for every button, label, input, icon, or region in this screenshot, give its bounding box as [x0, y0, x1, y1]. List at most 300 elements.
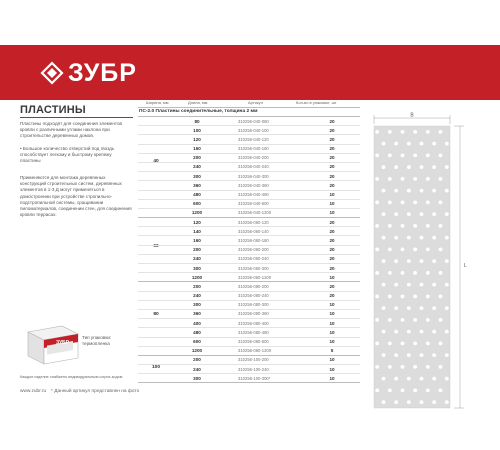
header-length: Длина, мм [188, 100, 208, 105]
group-width: 40 [153, 159, 159, 165]
cell-length: 200 [193, 155, 201, 161]
header-qty: Кол-во в упаковке, шт [296, 100, 337, 105]
group-width: 80 [153, 312, 159, 318]
plate-hole [426, 341, 430, 345]
table-row [138, 208, 360, 217]
cell-article: 310256-040-300 [238, 173, 269, 179]
cell-length: 240 [193, 293, 201, 299]
cell-qty: 10 [329, 311, 335, 317]
plate-hole [432, 212, 436, 216]
group-rows [138, 282, 360, 355]
plate-hole [375, 153, 379, 157]
plate-hole [413, 318, 417, 322]
cell-article: 310256-080-360 [238, 311, 269, 317]
table-row [138, 245, 360, 254]
plate-hole [388, 200, 392, 204]
table-group [138, 218, 360, 282]
cell-qty: 10 [329, 302, 335, 308]
plate-hole [388, 365, 392, 369]
plate-hole [375, 294, 379, 298]
cell-article: 310256-040-1200 [238, 210, 272, 216]
cell-length: 1200 [191, 348, 203, 354]
plate-hole [382, 283, 386, 287]
table-group [138, 356, 360, 384]
plate-hole [445, 330, 449, 334]
plate-hole [407, 212, 411, 216]
cell-qty: 20 [329, 228, 335, 234]
plate-hole [420, 283, 424, 287]
plate-hole [439, 153, 443, 157]
plate-hole [394, 165, 398, 169]
plate-hole [382, 212, 386, 216]
plate-hole [388, 294, 392, 298]
table-group [138, 117, 360, 218]
cell-qty: 20 [329, 247, 335, 253]
plate-hole [432, 283, 436, 287]
table-row [138, 162, 360, 171]
cell-qty: 10 [329, 339, 335, 344]
cell-article: 310256-040-360 [238, 182, 269, 188]
plate-hole [439, 130, 443, 134]
plate-hole [413, 294, 417, 298]
plate-hole [388, 224, 392, 228]
cell-article: 310256-060-140 [238, 228, 269, 234]
group-rows [138, 356, 360, 383]
cell-article: 310256-040-100 [238, 127, 269, 133]
cell-length: 200 [193, 357, 201, 363]
plate-hole [432, 353, 436, 357]
cell-qty: 20 [329, 173, 335, 179]
table-row [138, 272, 360, 281]
table-row [138, 125, 360, 134]
plate-hole [394, 212, 398, 216]
table-row [138, 235, 360, 244]
plate-hole [420, 400, 424, 404]
table-body [138, 117, 360, 383]
plate-hole [413, 388, 417, 392]
plate-hole [407, 165, 411, 169]
plate-hole [394, 283, 398, 287]
cell-qty: 10 [329, 357, 335, 363]
plate-hole [445, 353, 449, 357]
plate-hole [445, 283, 449, 287]
package-box-brand: ЗУБР [56, 340, 69, 346]
cell-qty: 10 [329, 375, 335, 381]
table-row [138, 199, 360, 208]
plate-hole [394, 236, 398, 240]
plate-hole [375, 130, 379, 134]
plate-hole [445, 165, 449, 169]
table-row [138, 263, 360, 272]
cell-qty: 20 [329, 127, 335, 133]
cell-qty: 10 [329, 329, 335, 335]
cell-article: 310256-040-480 [238, 192, 269, 197]
cell-length: 300 [193, 173, 201, 179]
plate-body [374, 126, 450, 408]
table-row [138, 282, 360, 290]
plate-hole [394, 353, 398, 357]
plate-hole [375, 200, 379, 204]
table-row [138, 218, 360, 226]
cell-length: 240 [193, 164, 201, 170]
cell-qty: 20 [329, 237, 335, 243]
cell-qty: 10 [329, 201, 335, 207]
plate-hole [420, 236, 424, 240]
table-row [138, 337, 360, 346]
plate-hole [439, 177, 443, 181]
plate-hole [394, 306, 398, 310]
cell-article: 310256-040-200 [238, 155, 269, 161]
table-group [138, 282, 360, 356]
plate-hole [426, 318, 430, 322]
cell-qty: 20 [329, 164, 335, 170]
plate-drawing [360, 112, 480, 422]
plate-hole [445, 212, 449, 216]
cell-qty: 20 [329, 256, 335, 262]
plate-hole [375, 271, 379, 275]
cell-article: 310256-100-200 [238, 357, 269, 363]
cell-article: 310256-060-1200 [238, 274, 272, 280]
brand-logo [40, 60, 137, 86]
cell-qty: 10 [329, 320, 335, 326]
cell-article: 310256-040-600 [238, 201, 269, 207]
plate-hole [445, 400, 449, 404]
plate-hole [401, 388, 405, 392]
cell-length: 80 [194, 118, 200, 124]
plate-hole [420, 165, 424, 169]
cell-article: 310256-060-120 [238, 219, 269, 225]
plate-hole [426, 177, 430, 181]
table-row [138, 364, 360, 373]
cell-qty: 20 [329, 155, 335, 161]
cell-length: 100 [193, 127, 201, 133]
plate-hole [375, 341, 379, 345]
plate-hole [426, 247, 430, 251]
plate-hole [432, 189, 436, 193]
group-width: 100 [151, 365, 160, 371]
plate-hole [375, 247, 379, 251]
cell-article: 310256-100-300* [238, 375, 271, 381]
plate-hole [413, 271, 417, 275]
cell-length: 140 [193, 228, 201, 234]
description-usage [20, 175, 132, 218]
description-usage-text: Применяются для монтажа деревянных конструкций строительных систем, деревянных элементов в 1-3 Д могут применяться в домостроении при устройстве стропильно-подстропильной системы, сращивании пиломатериалов, соединении стен, для соединения кровли террасах. [20, 175, 132, 218]
table-row [138, 254, 360, 263]
plate-hole [432, 236, 436, 240]
description-bullet-text: • Большое количество отверстий под гвоздь способствует легкому и быстрому крепежу пластины [20, 146, 115, 164]
cell-length: 600 [193, 339, 201, 344]
plate-hole [413, 200, 417, 204]
plate-hole [394, 142, 398, 146]
cell-qty: 20 [329, 283, 335, 289]
plate-hole [382, 259, 386, 263]
table-row [138, 226, 360, 235]
cell-article: 310256-040-080 [238, 118, 269, 124]
plate-hole [407, 189, 411, 193]
cell-article: 310256-080-300 [238, 302, 269, 308]
cell-article: 310256-080-600 [238, 339, 269, 344]
plate-hole [407, 236, 411, 240]
cell-length: 360 [193, 311, 201, 317]
plate-hole [407, 142, 411, 146]
cell-article: 310256-040-120 [238, 136, 269, 142]
width-dimension-label: B [410, 112, 414, 119]
plate-hole [432, 377, 436, 381]
plate-hole [382, 306, 386, 310]
plate-hole [432, 259, 436, 263]
plate-hole [382, 142, 386, 146]
plate-hole [407, 353, 411, 357]
table-row [138, 300, 360, 309]
cell-length: 160 [193, 146, 201, 152]
footer-note: * Данный артикул представлен на фото [51, 389, 140, 394]
plate-hole [439, 365, 443, 369]
cell-length: 120 [193, 219, 201, 225]
plate-hole [401, 177, 405, 181]
plate-hole [388, 177, 392, 181]
plate-hole [382, 236, 386, 240]
plate-hole [382, 189, 386, 193]
plate-hole [439, 318, 443, 322]
table-row [138, 356, 360, 364]
plate-hole [420, 142, 424, 146]
cell-article: 310256-060-300 [238, 265, 269, 271]
plate-hole [426, 294, 430, 298]
plate-hole [420, 377, 424, 381]
plate-hole [439, 271, 443, 275]
cell-article: 310256-040-160 [238, 146, 269, 152]
plate-hole [439, 294, 443, 298]
plate-hole [382, 330, 386, 334]
title-divider [20, 117, 133, 118]
plate-hole [375, 224, 379, 228]
plate-hole [420, 259, 424, 263]
cell-length: 600 [193, 201, 201, 207]
plate-hole [439, 388, 443, 392]
header-article: Артикул [248, 100, 263, 105]
plate-hole [388, 271, 392, 275]
plate-hole [420, 330, 424, 334]
table-subtitle: ПС-2.0 Пластины соединительные, толщина 2 мм [138, 108, 360, 117]
plate-hole [407, 400, 411, 404]
plate-hole [375, 318, 379, 322]
description-bullet [20, 146, 132, 165]
cell-article: 310256-040-240 [238, 164, 269, 170]
plate-hole [432, 306, 436, 310]
table-row [138, 318, 360, 327]
plate-hole [432, 165, 436, 169]
table-row [138, 373, 360, 382]
cell-qty: 10 [329, 192, 335, 197]
plate-hole [413, 177, 417, 181]
table-row [138, 190, 360, 199]
plate-hole [394, 330, 398, 334]
cell-length: 1200 [191, 210, 203, 216]
table-row [138, 291, 360, 300]
plate-hole [388, 318, 392, 322]
plate-hole [407, 306, 411, 310]
table-header [138, 97, 360, 108]
cell-length: 160 [193, 237, 201, 243]
plate-hole [407, 259, 411, 263]
table-row [138, 180, 360, 189]
plate-hole [394, 189, 398, 193]
header-width: Ширина, мм [146, 100, 169, 105]
plate-hole [426, 388, 430, 392]
cell-length: 300 [193, 302, 201, 308]
plate-hole [426, 130, 430, 134]
plate-hole [426, 365, 430, 369]
plate-hole [432, 330, 436, 334]
cell-length: 480 [193, 329, 201, 335]
plate-hole [401, 247, 405, 251]
plate-hole [401, 224, 405, 228]
cell-qty: 10 [329, 210, 335, 216]
length-dimension-label: L [464, 263, 467, 269]
plate-hole [401, 341, 405, 345]
cell-length: 240 [193, 366, 201, 372]
plate-hole [445, 259, 449, 263]
plate-hole [445, 306, 449, 310]
plate-hole [420, 306, 424, 310]
cell-qty: 20 [329, 182, 335, 188]
cell-length: 480 [193, 192, 201, 197]
plate-hole [426, 224, 430, 228]
cell-length: 200 [193, 247, 201, 253]
plate-hole [413, 247, 417, 251]
table-row [138, 309, 360, 318]
plate-hole [420, 189, 424, 193]
cell-article: 310256-080-240 [238, 293, 269, 299]
plate-hole [439, 341, 443, 345]
cell-qty: 20 [329, 265, 335, 271]
plate-hole [445, 377, 449, 381]
plate-hole [401, 153, 405, 157]
plate-hole [413, 341, 417, 345]
plate-hole [439, 247, 443, 251]
plate-hole [420, 353, 424, 357]
plate-hole [388, 388, 392, 392]
table-row [138, 134, 360, 143]
cell-length: 240 [193, 256, 201, 262]
plate-hole [413, 130, 417, 134]
plate-hole [413, 153, 417, 157]
plate-hole [375, 365, 379, 369]
plate-hole [401, 130, 405, 134]
plate-hole [382, 377, 386, 381]
package-image [22, 318, 80, 368]
brand-mark-icon [40, 61, 64, 85]
plate-hole [375, 177, 379, 181]
plate-hole [445, 142, 449, 146]
table-row [138, 117, 360, 125]
plate-hole [432, 142, 436, 146]
plate-hole [394, 259, 398, 263]
cell-article: 310256-080-200 [238, 283, 269, 289]
cell-length: 200 [193, 283, 201, 289]
plate-hole [382, 353, 386, 357]
package-type-label: Тип упаковки: термопленка [82, 335, 112, 346]
plate-hole [388, 247, 392, 251]
plate-hole [413, 365, 417, 369]
plate-hole [401, 365, 405, 369]
cell-length: 300 [193, 265, 201, 271]
cell-article: 310256-080-400 [238, 320, 269, 326]
plate-hole [394, 400, 398, 404]
description-intro-text: Пластины подходят для соединения элементов кровли с различными углами наклона при строительстве деревянных домов. [20, 121, 122, 139]
cell-article: 310256-060-240 [238, 256, 269, 262]
package-caption: Каждое изделие снабжено индивидуальным штрих-кодом [20, 375, 123, 379]
group-rows [138, 218, 360, 281]
cell-article: 310256-060-200 [238, 247, 269, 253]
plate-hole [401, 271, 405, 275]
group-rows [138, 117, 360, 217]
plate-hole [445, 236, 449, 240]
page-title: ПЛАСТИНЫ [20, 104, 86, 116]
plate-hole [407, 283, 411, 287]
cell-article: 310256-100-240 [238, 366, 269, 372]
plate-hole [426, 200, 430, 204]
cell-article: 310256-080-480 [238, 329, 269, 335]
cell-qty: 5 [330, 348, 334, 354]
footer-url[interactable]: www.zubr.ru [20, 389, 47, 394]
plate-hole [388, 153, 392, 157]
cell-length: 120 [193, 136, 201, 142]
plate-hole [407, 330, 411, 334]
cell-qty: 10 [329, 274, 335, 280]
plate-hole [439, 200, 443, 204]
cell-article: 310256-080-1200 [238, 348, 272, 354]
plate-hole [413, 224, 417, 228]
table-row [138, 327, 360, 336]
cell-length: 1200 [191, 274, 203, 280]
plate-hole [407, 377, 411, 381]
plate-hole [388, 341, 392, 345]
table-row [138, 346, 360, 355]
plate-hole [375, 388, 379, 392]
plate-hole [445, 189, 449, 193]
plate-hole [382, 165, 386, 169]
description-intro [20, 121, 132, 140]
cell-qty: 20 [329, 118, 335, 124]
plate-hole [382, 400, 386, 404]
cell-article: 310256-060-160 [238, 237, 269, 243]
plate-hole [420, 212, 424, 216]
plate-hole [401, 294, 405, 298]
brand-name: ЗУБР [68, 59, 137, 87]
cell-qty: 20 [329, 293, 335, 299]
plate-hole [388, 130, 392, 134]
plate-hole [426, 271, 430, 275]
group-width: 60 [153, 243, 159, 249]
product-table [138, 97, 360, 383]
table-row [138, 171, 360, 180]
cell-length: 360 [193, 182, 201, 188]
plate-hole [401, 200, 405, 204]
plate-hole [439, 224, 443, 228]
cell-length: 400 [193, 320, 201, 326]
cell-qty: 20 [329, 219, 335, 225]
plate-hole [401, 318, 405, 322]
cell-length: 300 [193, 375, 201, 381]
plate-hole [394, 377, 398, 381]
plate-hole [426, 153, 430, 157]
cell-qty: 10 [329, 366, 335, 372]
plate-hole [432, 400, 436, 404]
table-row [138, 144, 360, 153]
cell-qty: 20 [329, 146, 335, 152]
table-row [138, 153, 360, 165]
